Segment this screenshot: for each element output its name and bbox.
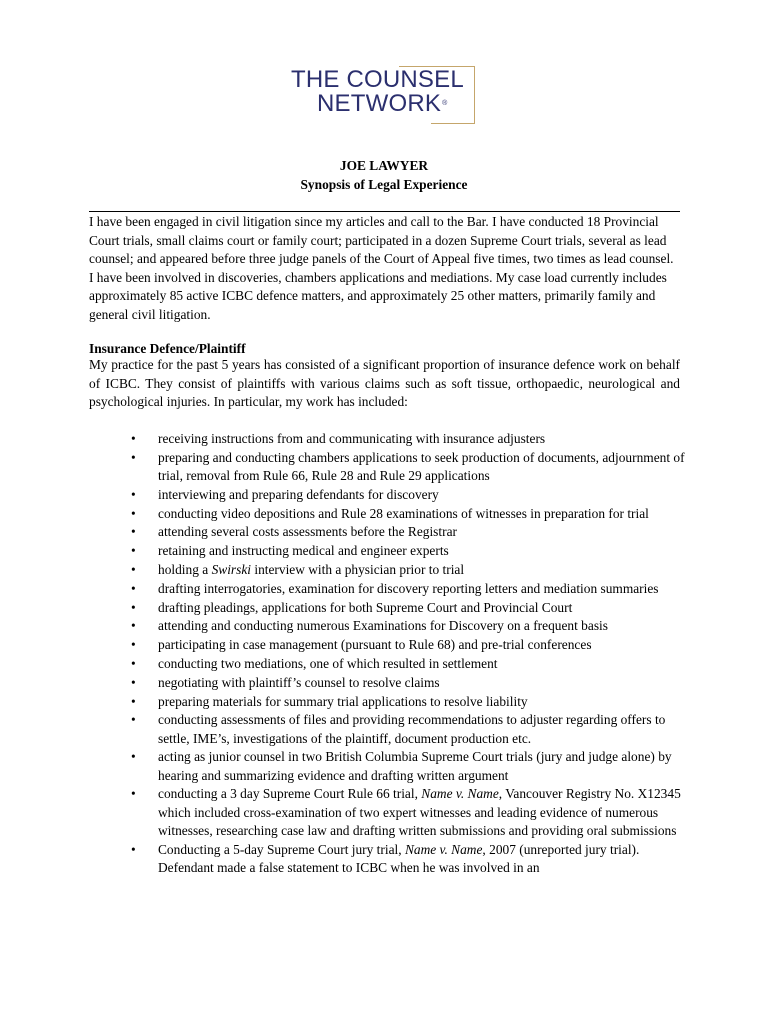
case-name-italic: Name v. Name [421,786,499,802]
list-item [131,841,686,877]
case-name-italic: Name v. Name [404,841,483,857]
bullet-icon: • [131,543,136,559]
list-item [131,542,686,560]
list-item-text: retaining and instructing medical and engineer experts [158,543,449,559]
bullet-icon: • [131,599,136,615]
list-item [131,580,686,598]
list-item [131,449,686,485]
title-divider [89,211,680,212]
list-item-text: preparing and conducting chambers applications to seek production of documents, adjournment of trial, removal from Rule 66, Rule 28 and Rule 29 applications [158,449,685,483]
bullet-icon: • [131,655,136,671]
list-item [131,617,686,635]
list-item [131,561,686,579]
list-item [131,523,686,541]
case-name-italic: Swirski [211,561,251,577]
bullet-icon: • [131,786,136,802]
list-item [131,711,686,747]
bullet-icon: • [131,449,136,465]
bullet-icon: • [131,618,136,634]
bullet-icon: • [131,637,136,653]
list-item-text: interviewing and preparing defendants for discovery [158,486,439,502]
page-title: JOE LAWYER [339,158,429,173]
logo-line-1: THE COUNSEL [291,66,464,93]
list-item-text: holding a Swirski interview with a physician prior to trial [158,561,465,577]
list-item [131,430,686,448]
experience-bullet-list [131,430,686,878]
list-item [131,486,686,504]
list-item [131,505,686,523]
list-item-text: conducting a 3 day Supreme Court Rule 66 trial, Name v. Name, Vancouver Registry No. X12345 which included cross-examination of two expert witnesses and leading evidence of numerous witnesses, researching case law and drafting written submissions and providing oral submissions [158,786,681,838]
logo-word-network: NETWORK [317,90,442,117]
bullet-icon: • [131,712,136,728]
list-item [131,674,686,692]
list-item [131,636,686,654]
logo-bracket-bottom [431,123,475,124]
list-item-text: drafting interrogatories, examination for discovery reporting letters and mediation summaries [158,580,659,596]
bullet-icon: • [131,749,136,765]
list-item-text: receiving instructions from and communicating with insurance adjusters [158,431,546,446]
page-subtitle: Synopsis of Legal Experience [300,177,468,192]
section-heading: Insurance Defence/Plaintiff [89,341,246,356]
counsel-network-logo [291,68,477,124]
list-item-text: conducting video depositions and Rule 28 examinations of witnesses in preparation for trial [158,505,649,521]
logo-bracket-right [474,66,475,124]
bullet-icon: • [131,505,136,521]
bullet-icon: • [131,841,136,857]
list-item-text: participating in case management (pursuant to Rule 68) and pre-trial conferences [158,637,592,653]
list-item-text: attending and conducting numerous Examinations for Discovery on a frequent basis [158,618,608,634]
bullet-icon: • [131,486,136,502]
list-item [131,655,686,673]
bullet-icon: • [131,693,136,709]
list-item-text: attending several costs assessments before the Registrar [158,524,457,540]
list-item [131,599,686,617]
list-item [131,693,686,711]
list-item-text: conducting assessments of files and providing recommendations to adjuster regarding offers to settle, IME’s, investigations of the plaintiff, document production etc. [158,712,666,746]
list-item [131,748,686,784]
list-item-text: acting as junior counsel in two British Columbia Supreme Court trials (jury and judge alone) by hearing and summarizing evidence and drafting written argument [158,749,672,783]
bullet-icon: • [131,431,136,446]
bullet-icon: • [131,524,136,540]
logo-line-2 [317,92,447,116]
registered-mark: ® [442,100,448,107]
section-paragraph: My practice for the past 5 years has consisted of a significant proportion of insurance defence work on behalf of ICBC. They consist of plaintiffs with various claims such as soft tissue, orthopaedic, neurological and psychological injuries. In particular, my work has included: [89,357,680,410]
bullet-icon: • [131,674,136,690]
list-item-text: preparing materials for summary trial applications to resolve liability [158,693,528,709]
list-item-text: negotiating with plaintiff’s counsel to resolve claims [158,674,440,690]
bullet-icon: • [131,561,136,577]
intro-paragraph: I have been engaged in civil litigation since my articles and call to the Bar. I have conducted 18 Provincial Court trials, small claims court or family court; participated in a dozen Supreme Court trials, several as lead counsel; and appeared before three judge panels of the Court of Appeal five times, two times as lead counsel. I have been involved in discoveries, chambers applications and mediations. My case load currently includes approximately 85 active ICBC defence matters, and approximately 25 other matters, primarily family and general civil litigation. [89,214,674,322]
list-item [131,785,686,840]
list-item-text: drafting pleadings, applications for both Supreme Court and Provincial Court [158,599,573,615]
list-item-text: Conducting a 5-day Supreme Court jury trial, Name v. Name, 2007 (unreported jury trial). Defendant made a false statement to ICBC when he was involved in an [158,841,640,875]
list-item-text: conducting two mediations, one of which resulted in settlement [158,655,498,671]
bullet-icon: • [131,580,136,596]
